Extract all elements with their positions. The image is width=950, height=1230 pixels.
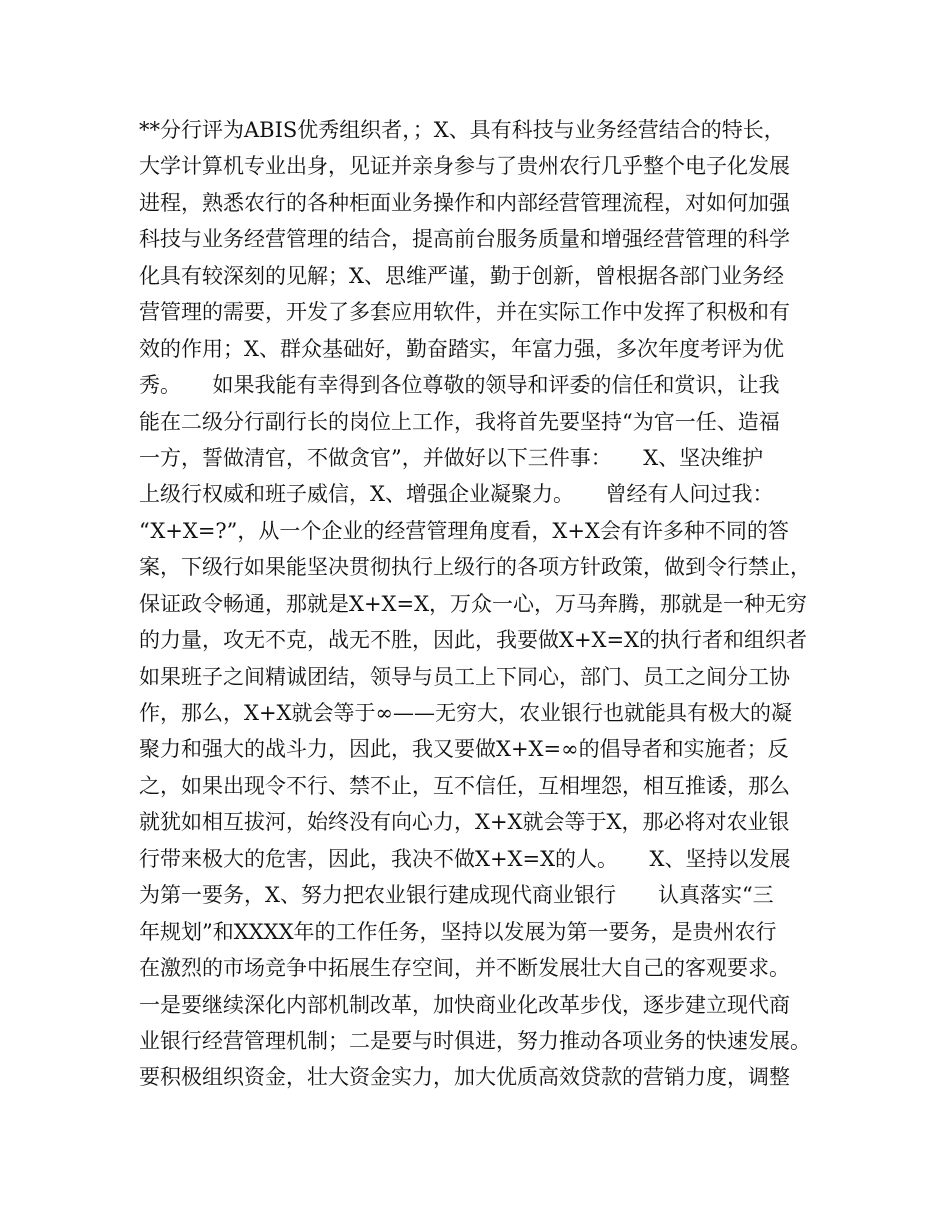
text-line: 为第一要务，X、努力把农业银行建成现代商业银行 认真落实“三 <box>139 883 774 908</box>
text-line: 的力量，攻无不克，战无不胜，因此，我要做X+X=X的执行者和组织者 <box>139 628 808 653</box>
text-line: 行带来极大的危害，因此，我决不做X+X=X的人。 X、坚持以发展 <box>139 846 791 871</box>
text-line: 保证政令畅通，那就是X+X=X，万众一心，万马奔腾，那就是一种无穷 <box>139 591 808 616</box>
text-line: 作，那么，X+X就会等于∞——无穷大，农业银行也就能具有极大的凝 <box>139 701 792 725</box>
text-line: 一方，誓做清官，不做贪官”，并做好以下三件事： X、坚决维护 <box>139 445 764 470</box>
text-line: 年规划”和XXXX年的工作任务，坚持以发展为第一要务，是贵州农行 <box>139 919 777 944</box>
text-line: **分行评为ABIS优秀组织者，；X、具有科技与业务经营结合的特长， <box>139 118 785 142</box>
text-line: 大学计算机专业出身，见证并亲身参与了贵州农行几乎整个电子化发展 <box>139 154 790 179</box>
text-line: 如果班子之间精诚团结，领导与员工上下同心，部门、员工之间分工协 <box>139 664 790 689</box>
text-line: 就犹如相互拔河，始终没有向心力，X+X就会等于X，那必将对农业银 <box>139 810 790 835</box>
text-line: 案，下级行如果能坚决贯彻执行上级行的各项方针政策，做到令行禁止， <box>139 555 811 580</box>
text-line: 要积极组织资金，壮大资金实力，加大优质高效贷款的营销力度，调整 <box>139 1065 790 1090</box>
text-line: 能在二级分行副行长的岗位上工作，我将首先要坚持“为官一任、造福 <box>139 409 780 434</box>
text-line: 业银行经营管理机制；二是要与时俱进，努力推动各项业务的快速发展。 <box>139 1028 811 1053</box>
text-line: 秀。 如果我能有幸得到各位尊敬的领导和评委的信任和赏识，让我 <box>139 373 780 398</box>
text-line: 化具有较深刻的见解；X、思维严谨，勤于创新，曾根据各部门业务经 <box>139 263 784 288</box>
text-line: 之，如果出现令不行、禁不止，互不信任，互相埋怨，相互推诿，那么 <box>139 773 790 798</box>
text-line: 上级行权威和班子威信，X、增强企业凝聚力。 曾经有人问过我： <box>139 482 774 507</box>
text-line: 效的作用；X、群众基础好，勤奋踏实，年富力强，多次年度考评为优 <box>139 336 784 361</box>
text-line: 在激烈的市场竞争中拓展生存空间，并不断发展壮大自己的客观要求。 <box>139 956 790 981</box>
text-line: 一是要继续深化内部机制改革，加快商业化改革步伐，逐步建立现代商 <box>139 992 790 1017</box>
text-line: 营管理的需要，开发了多套应用软件，并在实际工作中发挥了积极和有 <box>139 300 790 325</box>
body-text <box>139 112 839 1096</box>
text-line: 聚力和强大的战斗力，因此，我又要做X+X=∞的倡导者和实施者；反 <box>139 737 789 762</box>
text-line: “X+X=?”，从一个企业的经营管理角度看，X+X会有许多种不同的答 <box>139 518 789 543</box>
text-line: 进程，熟悉农行的各种柜面业务操作和内部经营管理流程，对如何加强 <box>139 190 790 215</box>
text-line: 科技与业务经营管理的结合，提高前台服务质量和增强经营管理的科学 <box>139 227 790 252</box>
